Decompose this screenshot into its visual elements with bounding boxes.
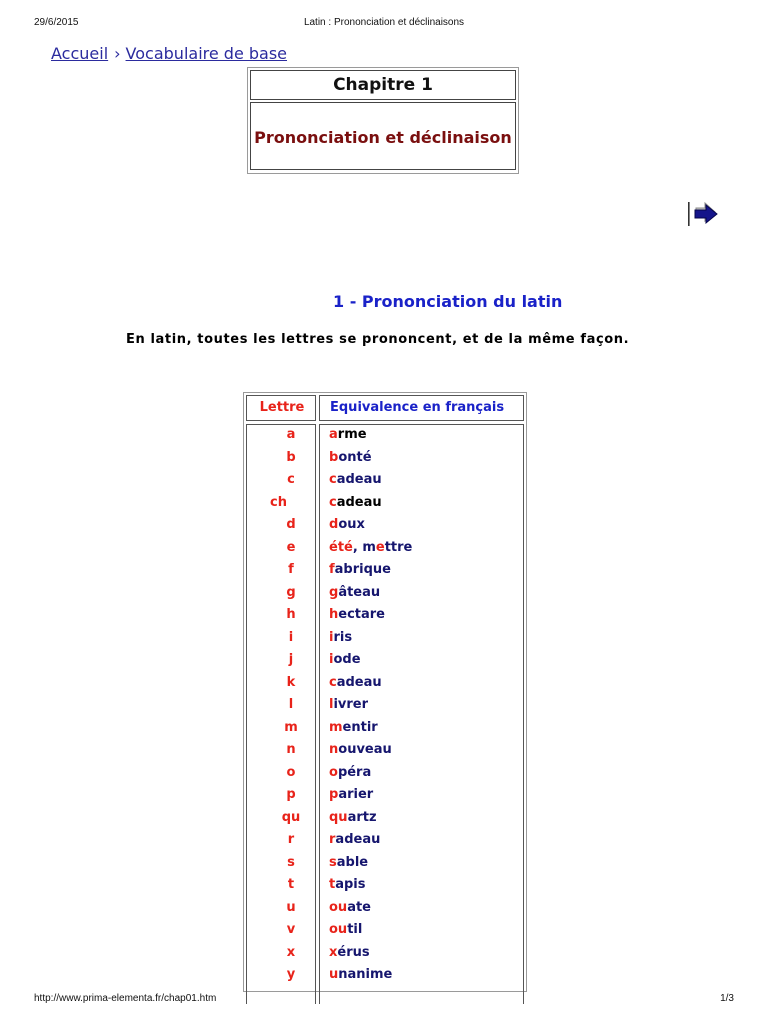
letter-cell: v <box>286 922 296 937</box>
word-rest: abrique <box>334 562 391 577</box>
equivalent-word <box>329 742 392 757</box>
equivalent-word <box>329 540 412 555</box>
highlighted-sound: n <box>329 742 339 757</box>
word-rest: adeau <box>336 674 382 690</box>
highlighted-sound: t <box>329 877 336 892</box>
table-row <box>244 675 528 698</box>
highlighted-sound: qu <box>329 809 348 825</box>
table-rows <box>244 427 528 990</box>
equivalent-word <box>329 765 371 780</box>
highlighted-sound: i <box>329 629 334 645</box>
highlighted-sound: o <box>329 764 338 780</box>
highlighted-sound: u <box>329 967 339 982</box>
equivalent-word <box>329 562 391 577</box>
table-row <box>244 472 528 495</box>
letter-cell: ch <box>270 494 287 510</box>
next-arrow-icon <box>687 199 721 229</box>
word-rest: onté <box>338 449 372 465</box>
letter-cell: x <box>286 944 296 960</box>
letter-cell: m <box>284 719 298 735</box>
chapter-title: Chapitre 1 <box>250 70 516 100</box>
print-footer <box>0 993 768 1007</box>
table-row <box>244 922 528 945</box>
letter-cell: o <box>286 764 296 780</box>
equivalent-word <box>329 607 385 622</box>
word-rest: nanime <box>338 967 393 982</box>
letter-cell: y <box>286 967 296 982</box>
table-row <box>244 945 528 968</box>
letter-cell: s <box>287 854 295 870</box>
equivalent-word <box>329 967 392 982</box>
highlighted-sound: ou <box>329 899 348 915</box>
letter-cell: b <box>286 449 296 465</box>
table-row <box>244 585 528 608</box>
highlighted-sound: h <box>329 607 339 622</box>
equivalent-word <box>329 900 371 915</box>
breadcrumb-home-link[interactable]: Accueil <box>51 44 109 63</box>
next-page-button[interactable] <box>687 199 721 229</box>
equivalent-word <box>329 675 382 690</box>
word-rest: ectare <box>338 607 386 622</box>
letter-cell: i <box>288 629 294 645</box>
word-rest: able <box>336 854 369 870</box>
table-row <box>244 630 528 653</box>
equivalent-word <box>329 427 367 442</box>
word-rest: arier <box>338 787 374 802</box>
table-row <box>244 517 528 540</box>
print-page-number: 1/3 <box>720 993 734 1004</box>
highlighted-sound: c <box>329 674 337 690</box>
equivalent-word <box>329 877 366 892</box>
word-rest: oux <box>338 517 365 532</box>
highlighted-sound: b <box>329 449 339 465</box>
letter-cell: qu <box>281 809 301 825</box>
word-rest: rme <box>337 427 367 442</box>
print-header <box>0 17 768 31</box>
word-rest: adeau <box>336 472 382 487</box>
table-row <box>244 562 528 585</box>
table-row <box>244 765 528 788</box>
table-row <box>244 900 528 923</box>
section-title: 1 - Prononciation du latin <box>333 292 563 311</box>
print-page-title: Latin : Prononciation et déclinaisons <box>303 17 465 28</box>
table-row <box>244 787 528 810</box>
highlighted-sound: été <box>329 539 353 555</box>
letter-cell: h <box>286 607 296 622</box>
table-row <box>244 540 528 563</box>
word-rest: adeau <box>336 494 382 510</box>
equivalent-word <box>329 922 362 937</box>
equivalent-word <box>329 787 373 802</box>
letter-cell: g <box>286 584 296 600</box>
word-rest: ivrer <box>333 697 369 712</box>
word-rest: ode <box>333 652 361 667</box>
highlighted-sound: c <box>329 472 337 487</box>
word-rest: ttre <box>384 539 413 555</box>
table-row <box>244 607 528 630</box>
table-row <box>244 810 528 833</box>
word-rest: ouveau <box>338 742 392 757</box>
word-rest: artz <box>347 809 377 825</box>
print-date: 29/6/2015 <box>34 17 79 28</box>
chapter-subtitle: Prononciation et déclinaison <box>250 102 516 170</box>
highlighted-sound: l <box>329 697 334 712</box>
highlighted-sound: r <box>329 832 336 847</box>
word-rest: érus <box>337 944 370 960</box>
table-row <box>244 877 528 900</box>
equivalent-word <box>329 585 380 600</box>
table-row <box>244 495 528 518</box>
letter-cell: c <box>287 472 295 487</box>
breadcrumb-vocabulaire-link[interactable]: Vocabulaire de base <box>125 44 288 63</box>
column-header-lettre: Lettre <box>259 400 305 415</box>
highlighted-sound: ou <box>329 922 348 937</box>
chapter-header-box <box>247 67 519 174</box>
table-row <box>244 855 528 878</box>
highlighted-sound: d <box>329 517 339 532</box>
letter-cell: f <box>288 562 294 577</box>
letter-cell: r <box>287 832 295 847</box>
table-row <box>244 697 528 720</box>
header-cell-equivalence <box>319 395 524 421</box>
letter-cell: a <box>286 427 296 442</box>
letter-cell: n <box>286 742 296 757</box>
word-rest: adeau <box>335 832 381 847</box>
table-row <box>244 652 528 675</box>
highlighted-sound: c <box>329 494 337 510</box>
equivalent-word <box>329 517 365 532</box>
breadcrumb-separator: › <box>114 44 121 63</box>
equivalent-word <box>329 855 368 870</box>
print-url: http://www.prima-elementa.fr/chap01.htm <box>34 993 217 1004</box>
word-rest: âteau <box>338 584 381 600</box>
letter-cell: d <box>286 517 296 532</box>
equivalent-word <box>329 495 382 510</box>
equivalent-word <box>329 945 370 960</box>
highlighted-sound: g <box>329 584 339 600</box>
highlighted-sound: p <box>329 787 339 802</box>
word-rest: apis <box>335 877 366 892</box>
highlighted-sound: s <box>329 854 337 870</box>
table-row <box>244 967 528 990</box>
letter-cell: k <box>286 674 296 690</box>
highlighted-sound: e <box>375 539 385 555</box>
equivalent-word <box>329 832 380 847</box>
word-rest: entir <box>342 719 378 735</box>
word-rest: , m <box>352 539 376 555</box>
table-row <box>244 742 528 765</box>
highlighted-sound: i <box>329 652 334 667</box>
header-cell-lettre <box>246 395 316 421</box>
table-row <box>244 450 528 473</box>
equivalent-word <box>329 450 372 465</box>
pronunciation-table <box>243 392 527 992</box>
letter-cell: l <box>288 697 294 712</box>
word-rest: ris <box>333 629 353 645</box>
word-rest: ate <box>347 899 371 915</box>
breadcrumb <box>51 44 287 63</box>
highlighted-sound: f <box>329 562 335 577</box>
letter-cell: u <box>286 899 296 915</box>
table-row <box>244 832 528 855</box>
letter-cell: e <box>286 539 296 555</box>
equivalent-word <box>329 472 382 487</box>
intro-text: En latin, toutes les lettres se prononcent, et de la même façon. <box>126 332 630 347</box>
table-row <box>244 427 528 450</box>
letter-cell: j <box>288 652 294 667</box>
equivalent-word <box>329 720 378 735</box>
equivalent-word <box>329 630 352 645</box>
highlighted-sound: a <box>329 427 338 442</box>
word-rest: péra <box>337 764 372 780</box>
highlighted-sound: x <box>329 944 338 960</box>
highlighted-sound: m <box>329 719 343 735</box>
letter-cell: t <box>287 877 295 892</box>
letter-cell: p <box>286 787 296 802</box>
equivalent-word <box>329 652 361 667</box>
equivalent-word <box>329 810 377 825</box>
column-header-equivalence: Equivalence en français <box>330 400 505 415</box>
table-row <box>244 720 528 743</box>
equivalent-word <box>329 697 368 712</box>
word-rest: til <box>347 922 363 937</box>
